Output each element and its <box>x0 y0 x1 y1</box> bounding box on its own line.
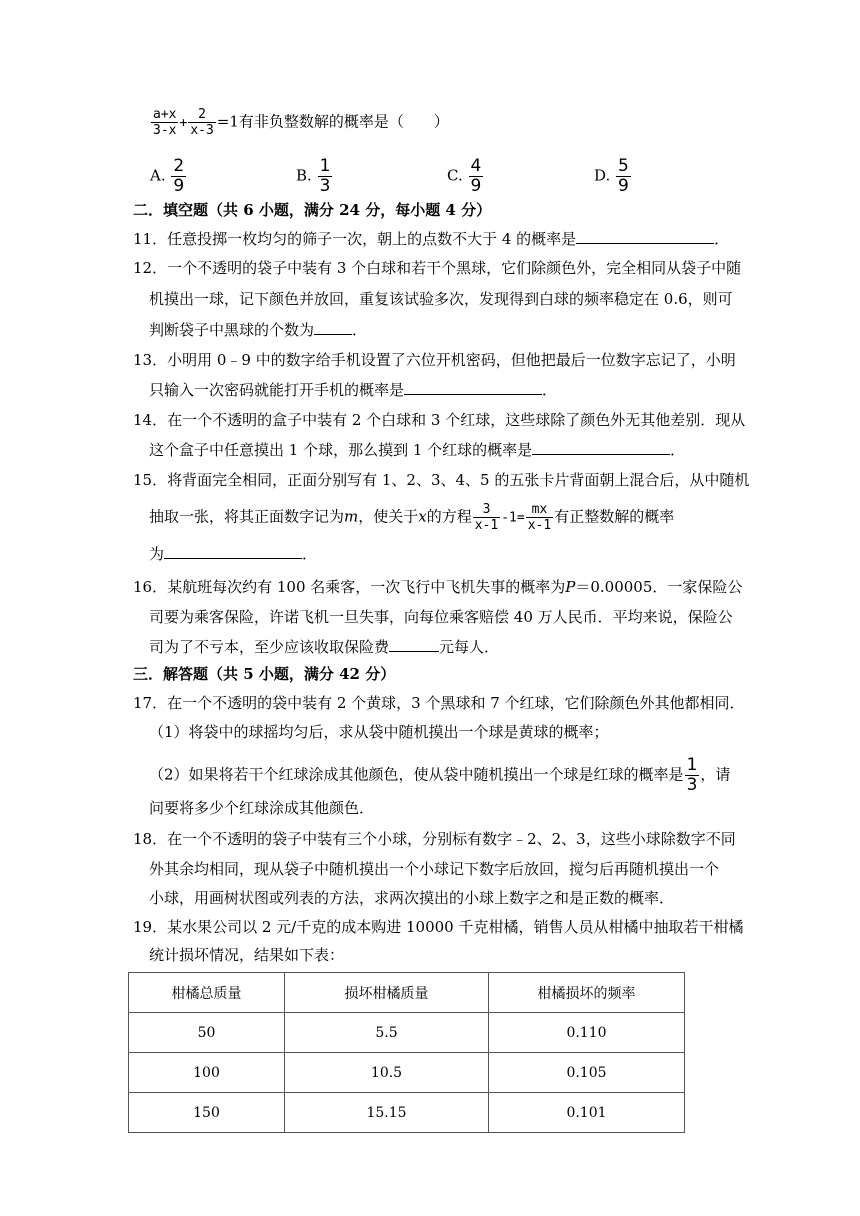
table-cell: 5.5 <box>285 1013 489 1053</box>
q12-end: ． <box>352 321 368 339</box>
table-header-row <box>129 973 685 1013</box>
q16-text-b: ＝0.00005．一家保险公 <box>575 578 743 596</box>
q15-f2-den: x-1 <box>527 518 552 533</box>
q10-option-d <box>594 158 632 195</box>
q10-eq: =1 <box>216 112 239 131</box>
table-cell: 0.105 <box>489 1053 685 1093</box>
q12-text: 判断袋子中黑球的个数为 <box>149 321 315 339</box>
q11-end: ． <box>714 230 730 248</box>
q19-table <box>128 972 685 1133</box>
q15-f2-num: mx <box>531 502 548 517</box>
q16-text-a: 16．某航班每次约有 100 名乘客，一次飞行中飞机失事的概率为 <box>133 578 566 596</box>
option-fraction <box>318 158 333 195</box>
q10-equation <box>150 108 449 137</box>
option-den: 3 <box>319 176 331 196</box>
q14-end: ． <box>670 441 686 459</box>
q18-line-1: 18．在一个不透明的袋子中装有三个小球，分别标有数字﹣2、2、3，这些小球除数字不同 <box>133 830 736 848</box>
table-cell: 0.101 <box>489 1093 685 1133</box>
table-cell: 15.15 <box>285 1093 489 1133</box>
q10-fraction-1 <box>151 108 178 137</box>
option-num: 1 <box>319 156 331 176</box>
q10-f2-den: x-3 <box>190 123 214 138</box>
q15-var-m: m <box>344 507 359 526</box>
q15-fraction-1 <box>473 503 500 532</box>
q17-num: 1 <box>686 755 698 775</box>
table-header: 柑橘损坏的频率 <box>489 973 685 1013</box>
option-label: A. <box>150 166 166 185</box>
answer-blank[interactable] <box>164 544 302 559</box>
q10-option-a <box>150 158 187 195</box>
q10-tail: 有非负整数解的概率是（ ） <box>238 112 449 131</box>
option-num: 4 <box>470 156 482 176</box>
q10-f2-num: 2 <box>198 107 206 122</box>
q10-f1-num: a+x <box>153 107 177 122</box>
q13-line-1: 13．小明用 0﹣9 中的数字给手机设置了六位开机密码，但他把最后一位数字忘记了，小明 <box>133 351 736 369</box>
q12-line-2: 机摸出一球，记下颜色并放回，重复该试验多次，发现得到白球的频率稳定在 0.6，则可 <box>149 290 733 308</box>
option-fraction <box>171 158 186 195</box>
q13-line-2 <box>149 380 557 400</box>
answer-blank[interactable] <box>576 229 714 244</box>
q14-line-1: 14．在一个不透明的盒子中装有 2 个白球和 3 个红球，这些球除了颜色外无其他差别．现从 <box>133 411 746 429</box>
q17-line-4: 问要将多少个红球涂成其他颜色． <box>149 799 375 817</box>
answer-blank[interactable] <box>314 320 352 335</box>
table-cell: 0.110 <box>489 1013 685 1053</box>
answer-blank[interactable] <box>389 637 439 652</box>
option-label: C. <box>447 166 463 185</box>
q15-text-c: 的方程 <box>426 507 472 526</box>
q17-den: 3 <box>686 775 698 795</box>
table-header: 损坏柑橘质量 <box>285 973 489 1013</box>
option-num: 5 <box>618 156 629 176</box>
q17-text-b: ，请 <box>700 765 731 784</box>
q17-line-1: 17．在一个不透明的袋中装有 2 个黄球，3 个黑球和 7 个红球，它们除颜色外其他都相同． <box>133 694 745 712</box>
q18-line-2: 外其余均相同，现从袋子中随机摸出一个小球记下数字后放回，搅匀后再随机摸出一个 <box>149 860 720 878</box>
q15-text-b: ，使关于 <box>358 507 419 526</box>
option-label: D. <box>594 166 611 185</box>
q12-line-1: 12．一个不透明的袋子中装有 3 个白球和若干个黑球，它们除颜色外，完全相同从袋子中随 <box>133 259 742 277</box>
q15-line-1: 15．将背面完全相同，正面分别写有 1、2、3、4、5 的五张卡片背面朝上混合后，从中随机 <box>133 471 750 489</box>
q16-line-3 <box>149 637 499 657</box>
q15-var-x: x <box>418 507 427 526</box>
section-3-heading: 三．解答题（共 5 小题，满分 42 分） <box>133 665 396 683</box>
q16-line-2: 司要为乘客保险，许诺飞机一旦失事，向每位乘客赔偿 40 万人民币．平均来说，保险公 <box>149 608 733 626</box>
table-row <box>129 1093 685 1133</box>
table-cell: 10.5 <box>285 1053 489 1093</box>
q15-mid: -1= <box>501 510 525 526</box>
q13-end: ． <box>542 381 558 399</box>
table-header: 柑橘总质量 <box>129 973 285 1013</box>
q16-text-a: 司为了不亏本，至少应该收取保险费 <box>149 638 390 656</box>
table-row <box>129 1053 685 1093</box>
q10-fraction-2 <box>188 108 215 137</box>
answer-blank[interactable] <box>532 440 670 455</box>
q17-line-2: （1）将袋中的球摇均匀后，求从袋中随机摸出一个球是黄球的概率； <box>149 723 609 741</box>
q10-f1-den: 3-x <box>153 123 177 138</box>
q15-end: ． <box>302 545 318 563</box>
option-label: B. <box>296 166 312 185</box>
q15-f1-den: x-1 <box>474 518 499 533</box>
q11-text: 11．任意投掷一枚均匀的筛子一次，朝上的点数不大于 4 的概率是 <box>133 230 577 248</box>
table-cell: 100 <box>129 1053 285 1093</box>
option-den: 9 <box>470 176 482 196</box>
option-fraction <box>469 158 484 195</box>
q17-fraction <box>685 757 700 794</box>
option-fraction <box>616 158 631 195</box>
q15-f1-num: 3 <box>482 502 491 517</box>
q15-text-d: 有正整数解的概率 <box>554 507 675 526</box>
q15-text: 为 <box>149 545 165 563</box>
q17-text-a: （2）如果将若干个红球涂成其他颜色，使从袋中随机摸出一个球是红球的概率是 <box>149 765 684 784</box>
q15-line-3 <box>149 544 317 564</box>
q16-line-1 <box>133 577 742 597</box>
table-cell: 50 <box>129 1013 285 1053</box>
q16-var-p: P <box>565 578 576 596</box>
q12-line-3 <box>149 320 367 340</box>
q19-line-1: 19．某水果公司以 2 元/千克的成本购进 10000 千克柑橘，销售人员从柑橘中抽取若干柑橘 <box>133 918 744 936</box>
table-row <box>129 1013 685 1053</box>
q15-fraction-2 <box>526 503 553 532</box>
q15-text-a: 抽取一张，将其正面数字记为 <box>149 507 345 526</box>
table-cell: 150 <box>129 1093 285 1133</box>
section-2-heading: 二．填空题（共 6 小题，满分 24 分，每小题 4 分） <box>133 201 492 219</box>
q17-line-3 <box>149 757 730 794</box>
q14-text: 这个盒子中任意摸出 1 个球，那么摸到 1 个红球的概率是 <box>149 441 533 459</box>
option-num: 2 <box>173 156 185 176</box>
q16-text-b: 元每人． <box>439 638 500 656</box>
option-den: 9 <box>618 176 629 196</box>
q14-line-2 <box>149 440 685 460</box>
answer-blank[interactable] <box>404 380 542 395</box>
q10-option-c <box>447 158 484 195</box>
q11 <box>133 229 729 249</box>
q15-line-2 <box>149 503 674 532</box>
q10-plus: + <box>179 115 188 131</box>
q19-line-2: 统计损坏情况，结果如下表： <box>149 946 345 964</box>
q18-line-3: 小球，用画树状图或列表的方法，求两次摸出的小球上数字之和是正数的概率． <box>149 889 675 907</box>
q13-text: 只输入一次密码就能打开手机的概率是 <box>149 381 405 399</box>
q10-option-b <box>296 158 333 195</box>
option-den: 9 <box>173 176 185 196</box>
